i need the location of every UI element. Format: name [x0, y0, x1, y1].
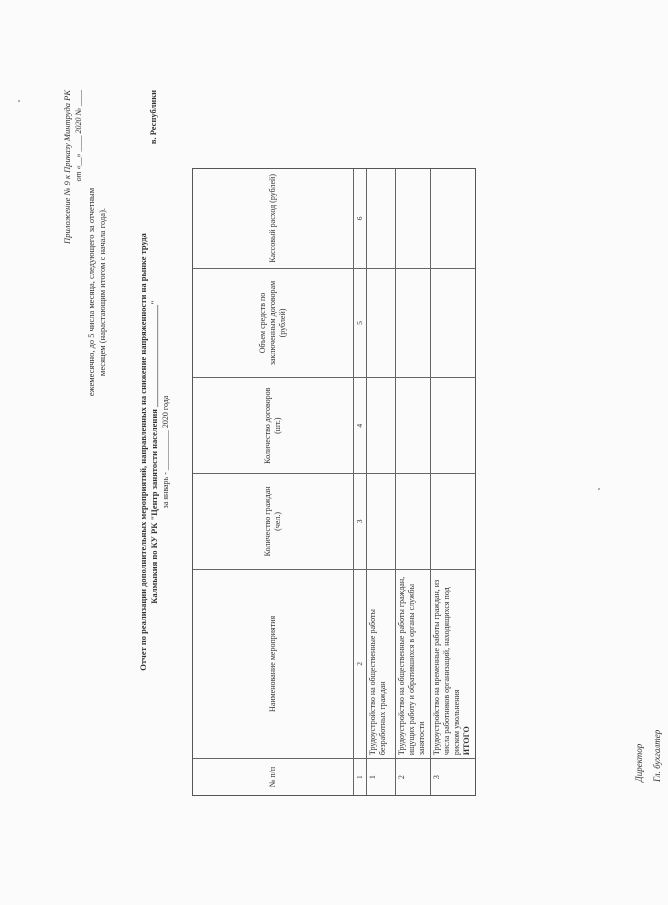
total-label: ИТОГО: [462, 726, 471, 756]
header-expense: Кассовый расход (рублей): [193, 169, 353, 269]
deadline-line-2: месяцем (нарастающим итогом с начала года).: [97, 207, 107, 377]
deadline-line-1: ежемесячно, до 5 числа месяца, следующего за отчетным: [86, 187, 96, 397]
contracts-value: [396, 378, 430, 474]
expense-value: [396, 169, 430, 269]
appendix-note: [62, 90, 84, 310]
amount-value: [431, 269, 475, 379]
header-activity: Наименование мероприятия: [193, 570, 353, 759]
row-number: 1: [368, 775, 377, 780]
heading-line-1: Отчет по реализации дополнительных мероприятий, направленных на снижение напряженности на рынке труда: [138, 233, 148, 671]
row-number: 2: [397, 775, 406, 780]
report-table: [192, 168, 476, 796]
contracts-value: [431, 378, 475, 474]
contracts-value: [367, 378, 395, 474]
activity-name: Трудоустройство на общественные работы безработных граждан: [367, 570, 395, 759]
activity-name: Трудоустройство на общественные работы граждан, ищущих работу и обратившихся в органы службы занятости: [396, 570, 430, 759]
table-row: [395, 169, 430, 795]
table-row: [430, 169, 475, 795]
scan-speck: [598, 488, 600, 490]
accountant-label: Гл. бухгалтер: [652, 729, 662, 782]
people-value: [431, 474, 475, 570]
header-people: Количество граждан (чел.): [193, 474, 353, 570]
column-number: 4: [354, 378, 366, 474]
appendix-line-1: Приложение № 9 к Приказу Минтруда РК: [62, 90, 72, 244]
report-heading: [138, 82, 171, 822]
rotated-page: [60, 82, 662, 822]
header-amount: Объем средств по заключенным договорам (рублей): [193, 269, 353, 379]
heading-line-3: за январь - __________ 2020 года: [161, 395, 170, 509]
deadline-note: [86, 92, 108, 492]
people-value: [367, 474, 395, 570]
people-value: [396, 474, 430, 570]
signature-block: [632, 730, 668, 782]
appendix-line-2: от «__» ____ 2020 № ____: [74, 90, 83, 182]
activity-name-text: Трудоустройство на временные работы граждан, из числа работников организаций, находящихся под риском увольнения: [432, 579, 461, 756]
column-number-row: [353, 169, 366, 795]
header-num: № п/п: [268, 766, 277, 788]
director-label: Директор: [634, 743, 644, 782]
column-number: 3: [354, 474, 366, 570]
table-header-row: [193, 169, 353, 795]
column-number: 6: [354, 169, 366, 269]
amount-value: [396, 269, 430, 379]
amount-value: [367, 269, 395, 379]
column-number: 2: [354, 570, 366, 759]
expense-value: [431, 169, 475, 269]
expense-value: [367, 169, 395, 269]
row-number: 3: [432, 775, 441, 780]
scan-speck: [18, 100, 20, 102]
header-contracts: Количество договоров (шт.): [193, 378, 353, 474]
activity-name: [431, 570, 475, 759]
column-number: 1: [355, 775, 364, 779]
table-row: [366, 169, 395, 795]
heading-line-2: Калмыкия по КУ РК "Центр занятости населения ________________________": [149, 300, 159, 604]
column-number: 5: [354, 269, 366, 379]
region-label: в. Республики: [148, 90, 158, 145]
